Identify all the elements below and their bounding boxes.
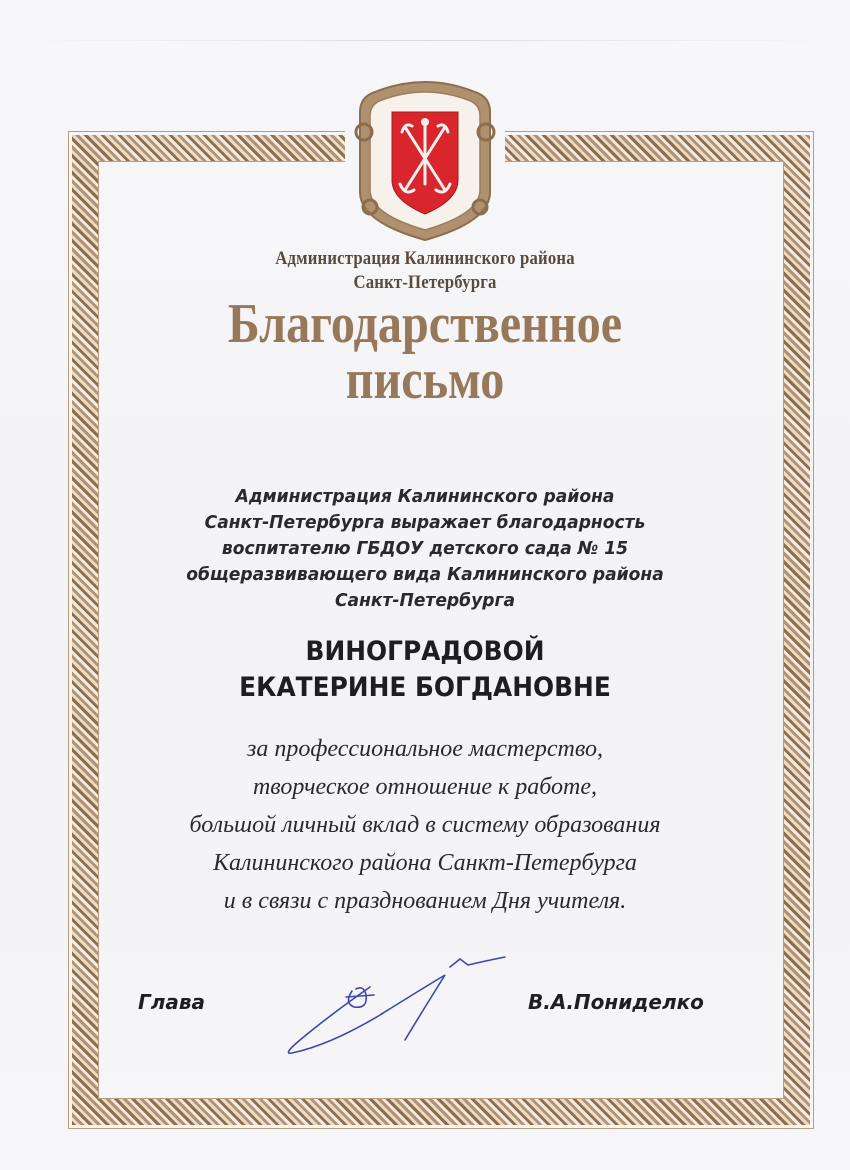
intro-line: Администрация Калининского района xyxy=(235,486,615,507)
spb-coat-of-arms-icon xyxy=(350,72,500,242)
recipient-given-names: ЕКАТЕРИНЕ БОГДАНОВНЕ xyxy=(239,672,611,703)
reason-line: и в связи с празднованием Дня учителя. xyxy=(223,888,627,914)
reason-line: большой личный вклад в систему образования xyxy=(189,812,661,838)
intro-line: воспитателю ГБДОУ детского сада № 15 xyxy=(221,538,629,559)
issuer-line-1: Администрация Калининского района xyxy=(275,248,575,269)
signatory-position: Глава xyxy=(138,990,206,1014)
recipient-surname: ВИНОГРАДОВОЙ xyxy=(305,636,545,667)
paper-fold-line xyxy=(20,40,830,41)
reason-line: Калининского района Санкт-Петербурга xyxy=(213,850,637,876)
reason-line: творческое отношение к работе, xyxy=(252,774,598,800)
title-line-2: письмо xyxy=(345,349,505,411)
intro-line: Санкт-Петербурга выражает благодарность xyxy=(204,512,646,533)
handwritten-signature xyxy=(270,955,510,1065)
intro-line: общеразвивающего вида Калининского района xyxy=(186,564,664,585)
reason-line: за профессиональное мастерство, xyxy=(247,736,603,762)
title-line-1: Благодарственное xyxy=(227,293,623,355)
signatory-name: В.А.Пониделко xyxy=(528,990,704,1014)
intro-line: Санкт-Петербурга xyxy=(335,590,515,611)
issuer-line-2: Санкт-Петербурга xyxy=(353,272,497,293)
